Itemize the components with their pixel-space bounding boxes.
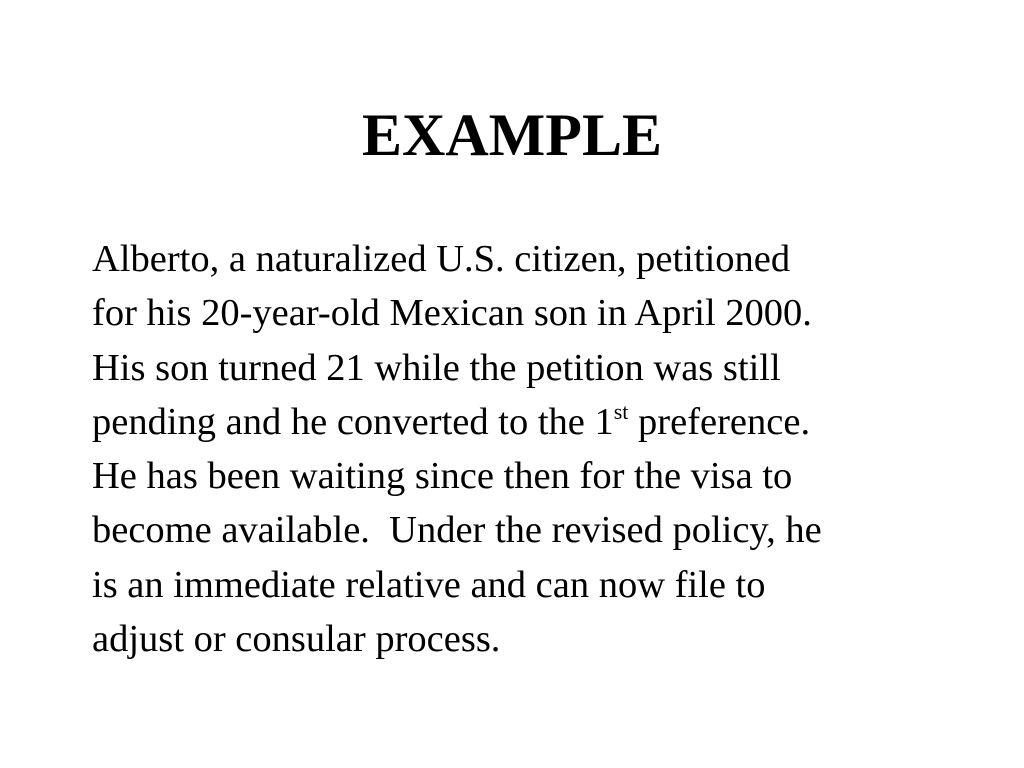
body-line-6: become available. Under the revised policy, he <box>92 509 822 552</box>
body-line-2: for his 20-year-old Mexican son in April 2000. <box>92 292 812 335</box>
body-line-3: His son turned 21 while the petition was still <box>92 346 781 389</box>
body-line-4-end: preference. <box>628 400 811 443</box>
body-line-7: is an immediate relative and can now file to <box>92 563 766 606</box>
body-line-8: adjust or consular process. <box>92 618 501 661</box>
ordinal-suffix: st <box>613 398 629 424</box>
body-line-5: He has been waiting since then for the visa to <box>92 455 793 498</box>
slide-title: EXAMPLE <box>362 102 662 168</box>
body-line-4 <box>92 395 982 449</box>
body-line-1: Alberto, a naturalized U.S. citizen, petitioned <box>92 238 791 280</box>
slide-body-paragraph <box>92 232 982 666</box>
body-line-4-text: pending and he converted to the 1 <box>92 400 614 443</box>
